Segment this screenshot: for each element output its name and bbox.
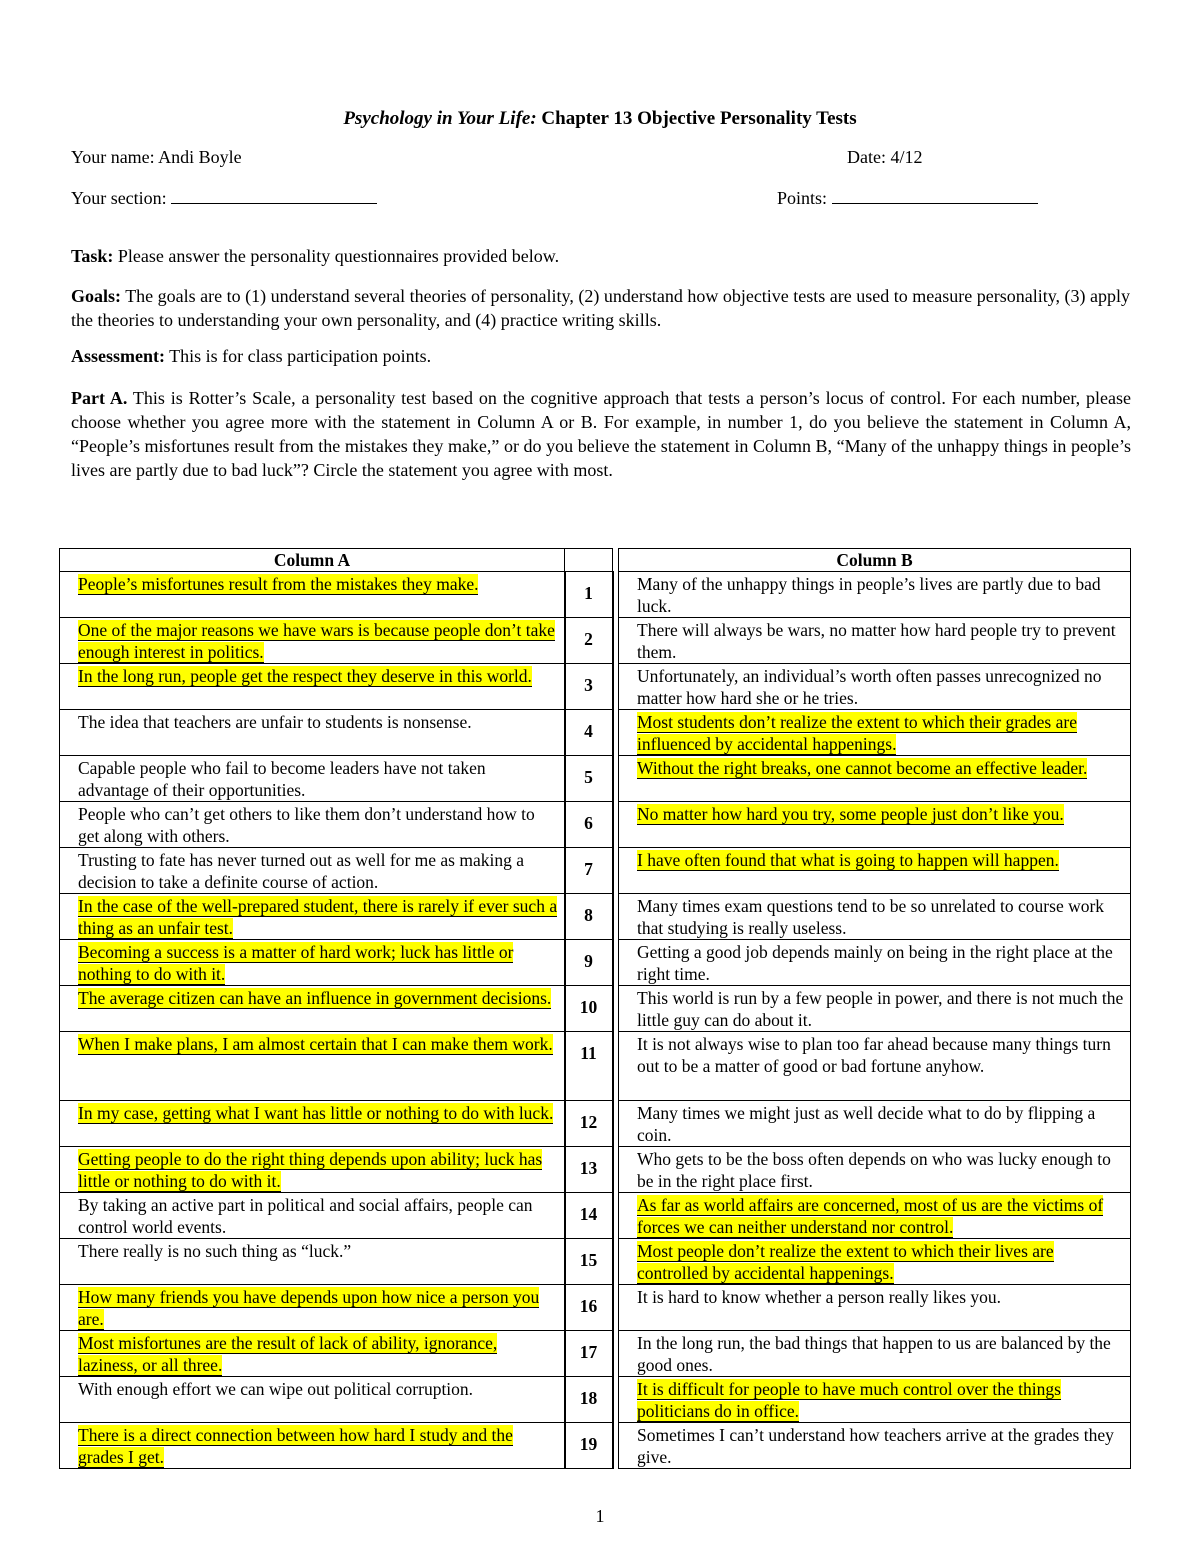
column-a-statement[interactable] [60,1032,565,1101]
column-a-statement-text: The average citizen can have an influence in government decisions. [78,988,552,1008]
column-a-header: Column A [60,549,565,572]
table-header-row [60,549,1131,572]
item-number-text: 4 [584,721,593,741]
column-a-statement[interactable] [60,986,565,1032]
column-a-statement-text: There really is no such thing as “luck.” [78,1241,352,1261]
column-b-statement-text: Getting a good job depends mainly on being in the right place at the right time. [637,942,1113,984]
column-b-statement[interactable] [619,1239,1131,1285]
column-a-statement-text: In the case of the well-prepared student, there is rarely if ever such a thing as an unfair test. [78,896,558,938]
assessment-label: Assessment: [71,346,165,366]
column-a-statement-text: Most misfortunes are the result of lack of ability, ignorance, laziness, or all three. [78,1333,498,1375]
table-row [60,894,1131,940]
table-row [60,572,1131,618]
item-number [565,802,613,848]
column-b-header: Column B [619,549,1131,572]
item-number [565,1239,613,1285]
column-b-statement-text: In the long run, the bad things that happen to us are balanced by the good ones. [637,1333,1111,1375]
column-b-statement-text: Many times exam questions tend to be so unrelated to course work that studying is really useless. [637,896,1105,938]
table-row [60,1331,1131,1377]
column-a-statement[interactable] [60,756,565,802]
task-label: Task: [71,246,114,266]
column-a-statement[interactable] [60,1193,565,1239]
column-a-statement[interactable] [60,1147,565,1193]
title-rest: Chapter 13 Objective Personality Tests [536,108,857,129]
table-row [60,1147,1131,1193]
assessment-paragraph [71,344,1131,368]
table-row [60,1423,1131,1469]
column-b-statement[interactable] [619,1101,1131,1147]
column-a-statement-text: In my case, getting what I want has little or nothing to do with luck. [78,1103,554,1123]
column-b-statement[interactable] [619,1147,1131,1193]
item-number [565,1423,613,1469]
section-blank[interactable] [171,189,377,204]
table-row [60,986,1131,1032]
item-number [565,1193,613,1239]
column-a-statement-text: Getting people to do the right thing depends upon ability; luck has little or nothing to do with it. [78,1149,543,1191]
table-row [60,618,1131,664]
item-number [565,572,613,618]
column-b-statement-text: It is hard to know whether a person really likes you. [637,1287,1002,1307]
column-a-statement[interactable] [60,1239,565,1285]
table-row [60,664,1131,710]
table-row [60,1101,1131,1147]
column-b-statement-text: It is not always wise to plan too far ahead because many things turn out to be a matter of good or bad fortune anyhow. [637,1034,1111,1076]
page-number: 1 [595,1506,605,1526]
column-a-statement-text: Becoming a success is a matter of hard work; luck has little or nothing to do with it. [78,942,514,984]
task-text: Please answer the personality questionnaires provided below. [113,246,560,266]
column-b-statement-text: Most students don’t realize the extent to which their grades are influenced by accidental happenings. [637,712,1077,754]
item-number-text: 11 [580,1043,597,1063]
item-number-text: 10 [579,997,598,1017]
item-number [565,1285,613,1331]
column-b-statement[interactable] [619,894,1131,940]
item-number [565,1147,613,1193]
column-b-statement-text: Sometimes I can’t understand how teachers arrive at the grades they give. [637,1425,1114,1467]
column-a-statement-text: The idea that teachers are unfair to students is nonsense. [78,712,472,732]
column-a-statement[interactable] [60,710,565,756]
table-row [60,1193,1131,1239]
column-b-statement-text: Unfortunately, an individual’s worth often passes unrecognized no matter how hard she or he tries. [637,666,1102,708]
column-b-statement-text: As far as world affairs are concerned, most of us are the victims of forces we can neither understand nor control. [637,1195,1104,1237]
item-number [565,894,613,940]
table-row [60,710,1131,756]
table-row [60,802,1131,848]
item-number-text: 8 [584,905,593,925]
goals-text: The goals are to (1) understand several theories of personality, (2) understand how objective tests are used to measure personality, (3) apply the theories to understanding your own personality, and (4) practice writing skills. [71,286,1131,330]
column-a-statement[interactable] [60,664,565,710]
column-a-statement-text: How many friends you have depends upon how nice a person you are. [78,1287,540,1329]
item-number-text: 3 [584,675,593,695]
column-a-statement-text: In the long run, people get the respect they deserve in this world. [78,666,532,686]
item-number-text: 5 [584,767,593,787]
section-label: Your section: [71,188,167,208]
item-number [565,710,613,756]
column-b-statement[interactable] [619,1377,1131,1423]
column-a-statement[interactable] [60,1101,565,1147]
column-b-statement-text: Most people don’t realize the extent to which their lives are controlled by accidental happenings. [637,1241,1054,1283]
item-number [565,940,613,986]
column-b-statement-text: Many times we might just as well decide what to do by flipping a coin. [637,1103,1096,1145]
title-italic: Psychology in Your Life: [343,108,537,129]
column-b-statement-text: Who gets to be the boss often depends on who was lucky enough to be in the right place first. [637,1149,1111,1191]
column-b-statement[interactable] [619,756,1131,802]
item-number-text: 19 [579,1434,598,1454]
rotter-scale-table [59,548,1131,1469]
column-a-statement[interactable] [60,848,565,894]
column-b-statement[interactable] [619,1331,1131,1377]
table-row [60,1377,1131,1423]
table-row [60,940,1131,986]
item-number-text: 9 [584,951,593,971]
column-a-statement-text: When I make plans, I am almost certain that I can make them work. [78,1034,553,1054]
item-number [565,618,613,664]
column-b-statement[interactable] [619,986,1131,1032]
item-number-text: 18 [579,1388,598,1408]
item-number-text: 1 [584,583,593,603]
name-field: Your name: Andi Boyle [71,147,242,167]
column-b-statement-text: No matter how hard you try, some people just don’t like you. [637,804,1064,824]
column-b-statement[interactable] [619,664,1131,710]
column-b-statement[interactable] [619,618,1131,664]
part-a-label: Part A. [71,388,128,408]
item-number [565,664,613,710]
column-a-statement-text: Trusting to fate has never turned out as well for me as making a decision to take a definite course of action. [78,850,524,892]
points-label: Points: [777,188,828,208]
column-b-statement-text: Many of the unhappy things in people’s lives are partly due to bad luck. [637,574,1101,616]
table-row [60,1239,1131,1285]
column-b-statement[interactable] [619,710,1131,756]
column-a-statement-text: People who can’t get others to like them don’t understand how to get along with others. [78,804,535,846]
column-a-statement-text: Capable people who fail to become leaders have not taken advantage of their opportunities. [78,758,486,800]
goals-paragraph [71,284,1131,332]
item-number [565,1101,613,1147]
date-field: Date: 4/12 [847,147,923,167]
goals-label: Goals: [71,286,122,306]
item-number [565,1032,613,1101]
document-title [0,108,1200,130]
table-row [60,848,1131,894]
column-b-statement[interactable] [619,940,1131,986]
item-number-text: 12 [579,1112,598,1132]
item-number [565,1331,613,1377]
item-number-text: 2 [584,629,593,649]
column-a-statement-text: By taking an active part in political and social affairs, people can control world events. [78,1195,533,1237]
column-a-statement[interactable] [60,802,565,848]
table-row [60,1285,1131,1331]
column-b-statement-text: It is difficult for people to have much control over the things politicians do in office. [637,1379,1061,1421]
task-paragraph [71,244,1131,268]
column-a-statement-text: There is a direct connection between how hard I study and the grades I get. [78,1425,513,1467]
column-a-statement[interactable] [60,940,565,986]
column-a-statement[interactable] [60,1331,565,1377]
column-b-statement-text: There will always be wars, no matter how hard people try to prevent them. [637,620,1116,662]
column-b-statement[interactable] [619,1423,1131,1469]
item-number-text: 6 [584,813,593,833]
column-b-statement[interactable] [619,1032,1131,1101]
column-b-statement-text: I have often found that what is going to happen will happen. [637,850,1059,870]
column-b-statement-text: This world is run by a few people in power, and there is not much the little guy can do about it. [637,988,1124,1030]
column-a-statement-text: With enough effort we can wipe out political corruption. [78,1379,474,1399]
points-field [777,188,1038,209]
number-column-header [565,549,613,572]
item-number [565,986,613,1032]
column-b-statement[interactable] [619,572,1131,618]
column-a-statement[interactable] [60,1285,565,1331]
part-a-paragraph [71,386,1131,482]
item-number-text: 16 [579,1296,598,1316]
points-blank[interactable] [832,189,1038,204]
item-number [565,1377,613,1423]
assessment-text: This is for class participation points. [165,346,432,366]
column-a-statement[interactable] [60,618,565,664]
column-a-statement[interactable] [60,572,565,618]
column-a-statement-text: People’s misfortunes result from the mistakes they make. [78,574,479,594]
item-number [565,848,613,894]
column-b-statement[interactable] [619,1193,1131,1239]
item-number-text: 14 [579,1204,598,1224]
column-b-statement[interactable] [619,1285,1131,1331]
column-a-statement-text: One of the major reasons we have wars is because people don’t take enough interest in politics. [78,620,555,662]
column-a-statement[interactable] [60,894,565,940]
column-a-statement[interactable] [60,1423,565,1469]
item-number-text: 15 [579,1250,598,1270]
table-row [60,756,1131,802]
section-field [71,188,377,209]
column-b-statement[interactable] [619,848,1131,894]
column-a-statement[interactable] [60,1377,565,1423]
table-row [60,1032,1131,1101]
column-b-statement-text: Without the right breaks, one cannot become an effective leader. [637,758,1088,778]
item-number-text: 7 [584,859,593,879]
item-number-text: 13 [579,1158,598,1178]
item-number [565,756,613,802]
column-b-statement[interactable] [619,802,1131,848]
part-a-text: This is Rotter’s Scale, a personality test based on the cognitive approach that tests a person’s locus of control. For each number, please choose whether you agree more with the statement in Column A or B. For example, in number 1, do you believe the statement in Column A, “People’s misfortunes result from the mistakes they make,” or do you believe the statement in Column B, “Many of the unhappy things in people’s lives are partly due to bad luck”? Circle the statement you agree with most. [71,388,1132,480]
item-number-text: 17 [579,1342,598,1362]
